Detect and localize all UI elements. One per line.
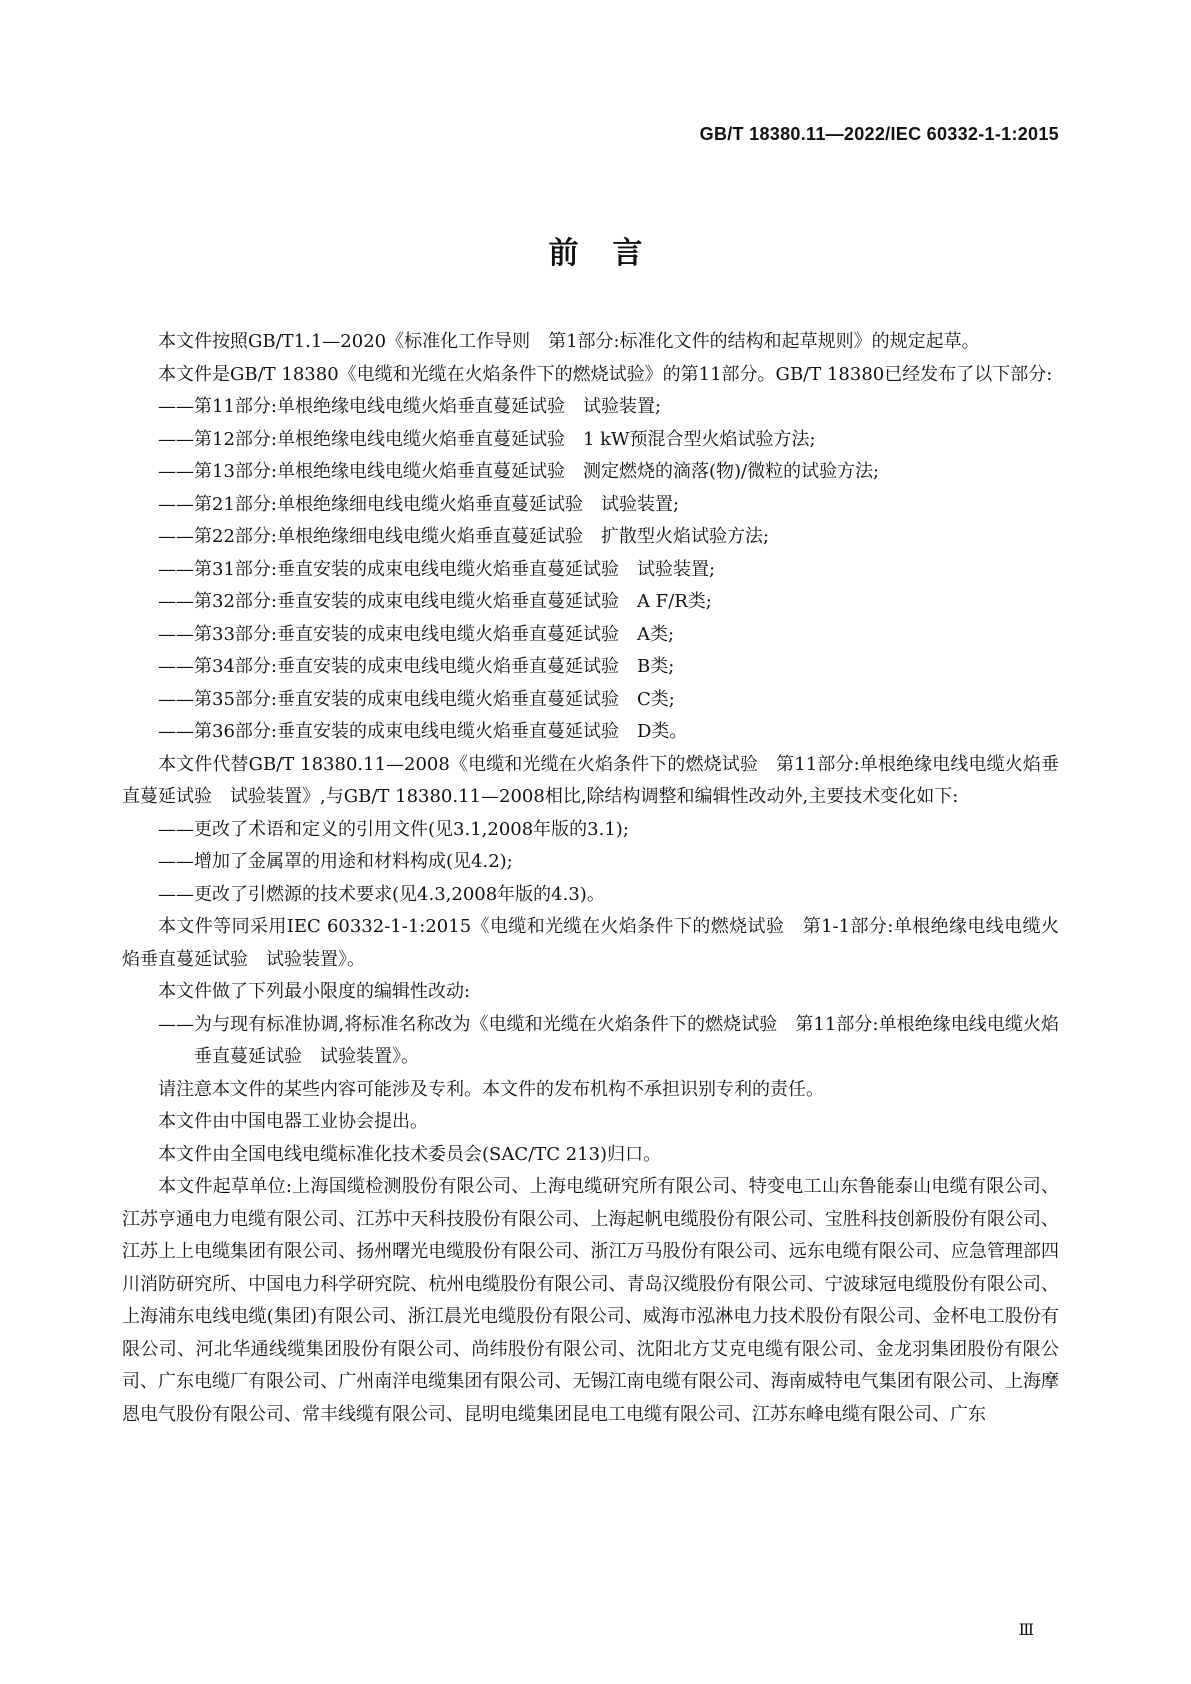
paragraph-editorial-changes: 本文件做了下列最小限度的编辑性改动: (158, 981, 471, 1002)
document-body (122, 326, 1059, 1431)
list-item-editorial-change: ——为与现有标准协调,将标准名称改为《电缆和光缆在火焰条件下的燃烧试验 第11部分:单根绝缘电线电缆火焰垂直蔓延试验 试验装置》。 (158, 1013, 1059, 1067)
paragraph-replacement: 本文件代替GB/T 18380.11—2008《电缆和光缆在火焰条件下的燃烧试验 第11部分:单根绝缘电线电缆火焰垂直蔓延试验 试验装置》,与GB/T 18380.11—2008相比,除结构调整和编辑性改动外,主要技术变化如下: (122, 753, 1059, 807)
paragraph-proposer: 本文件由中国电器工业协会提出。 (158, 1111, 428, 1132)
page-title: 前言 (548, 236, 677, 271)
paragraph-drafting-units: 本文件起草单位:上海国缆检测股份有限公司、上海电缆研究所有限公司、特变电工山东鲁能泰山电缆有限公司、江苏亨通电力电缆有限公司、江苏中天科技股份有限公司、上海起帆电缆股份有限公司、宝胜科技创新股份有限公司、江苏上上电缆集团有限公司、扬州曙光电缆股份有限公司、浙江万马股份有限公司、远东电缆有限公司、应急管理部四川消防研究所、中国电力科学研究院、杭州电缆股份有限公司、青岛汉缆股份有限公司、宁波球冠电缆股份有限公司、上海浦东电线电缆(集团)有限公司、浙江晨光电缆股份有限公司、威海市泓淋电力技术股份有限公司、金杯电工股份有限公司、河北华通线缆集团股份有限公司、尚纬股份有限公司、沈阳北方艾克电缆有限公司、金龙羽集团股份有限公司、广东电缆厂有限公司、广州南洋电缆集团有限公司、无锡江南电缆有限公司、海南威特电气集团有限公司、上海摩恩电气股份有限公司、常丰线缆有限公司、昆明电缆集团昆电工电缆有限公司、江苏东峰电缆有限公司、广东 (122, 1176, 1059, 1425)
paragraph-series-parts: 本文件是GB/T 18380《电缆和光缆在火焰条件下的燃烧试验》的第11部分。GB/T 18380已经发布了以下部分: (158, 363, 1053, 385)
list-item-part: ——第35部分:垂直安装的成束电线电缆火焰垂直蔓延试验 C类; (158, 688, 675, 710)
list-item-part: ——第34部分:垂直安装的成束电线电缆火焰垂直蔓延试验 B类; (158, 656, 675, 677)
list-item-change: ——更改了术语和定义的引用文件(见3.1,2008年版的3.1); (158, 818, 629, 840)
standard-code: GB/T 18380.11—2022/IEC 60332-1-1:2015 (699, 124, 1059, 144)
list-item-part: ——第12部分:单根绝缘电线电缆火焰垂直蔓延试验 1 kW预混合型火焰试验方法; (158, 428, 816, 450)
list-item-part: ——第13部分:单根绝缘电线电缆火焰垂直蔓延试验 测定燃烧的滴落(物)/微粒的试验方法; (158, 461, 880, 482)
list-item-part: ——第36部分:垂直安装的成束电线电缆火焰垂直蔓延试验 D类。 (158, 721, 688, 742)
page-number: Ⅲ (1018, 1620, 1034, 1639)
list-item-part: ——第21部分:单根绝缘细电线电缆火焰垂直蔓延试验 试验装置; (158, 493, 680, 515)
paragraph-patent-notice: 请注意本文件的某些内容可能涉及专利。本文件的发布机构不承担识别专利的责任。 (158, 1078, 824, 1100)
list-item-part: ——第33部分:垂直安装的成束电线电缆火焰垂直蔓延试验 A类; (158, 623, 675, 645)
paragraph-adoption: 本文件等同采用IEC 60332-1-1:2015《电缆和光缆在火焰条件下的燃烧试验 第1-1部分:单根绝缘电线电缆火焰垂直蔓延试验 试验装置》。 (122, 916, 1059, 970)
list-item-part: ——第22部分:单根绝缘细电线电缆火焰垂直蔓延试验 扩散型火焰试验方法; (158, 526, 770, 547)
paragraph-committee: 本文件由全国电线电缆标准化技术委员会(SAC/TC 213)归口。 (158, 1143, 662, 1165)
list-item-part: ——第31部分:垂直安装的成束电线电缆火焰垂直蔓延试验 试验装置; (158, 558, 716, 580)
list-item-change: ——增加了金属罩的用途和材料构成(见4.2); (158, 851, 513, 872)
list-item-part: ——第32部分:垂直安装的成束电线电缆火焰垂直蔓延试验 A F/R类; (158, 591, 712, 612)
list-item-part: ——第11部分:单根绝缘电线电缆火焰垂直蔓延试验 试验装置; (158, 396, 662, 417)
list-item-change: ——更改了引燃源的技术要求(见4.3,2008年版的4.3)。 (158, 883, 605, 905)
paragraph-drafting-rules: 本文件按照GB/T1.1—2020《标准化工作导则 第1部分:标准化文件的结构和起草规则》的规定起草。 (158, 331, 980, 352)
